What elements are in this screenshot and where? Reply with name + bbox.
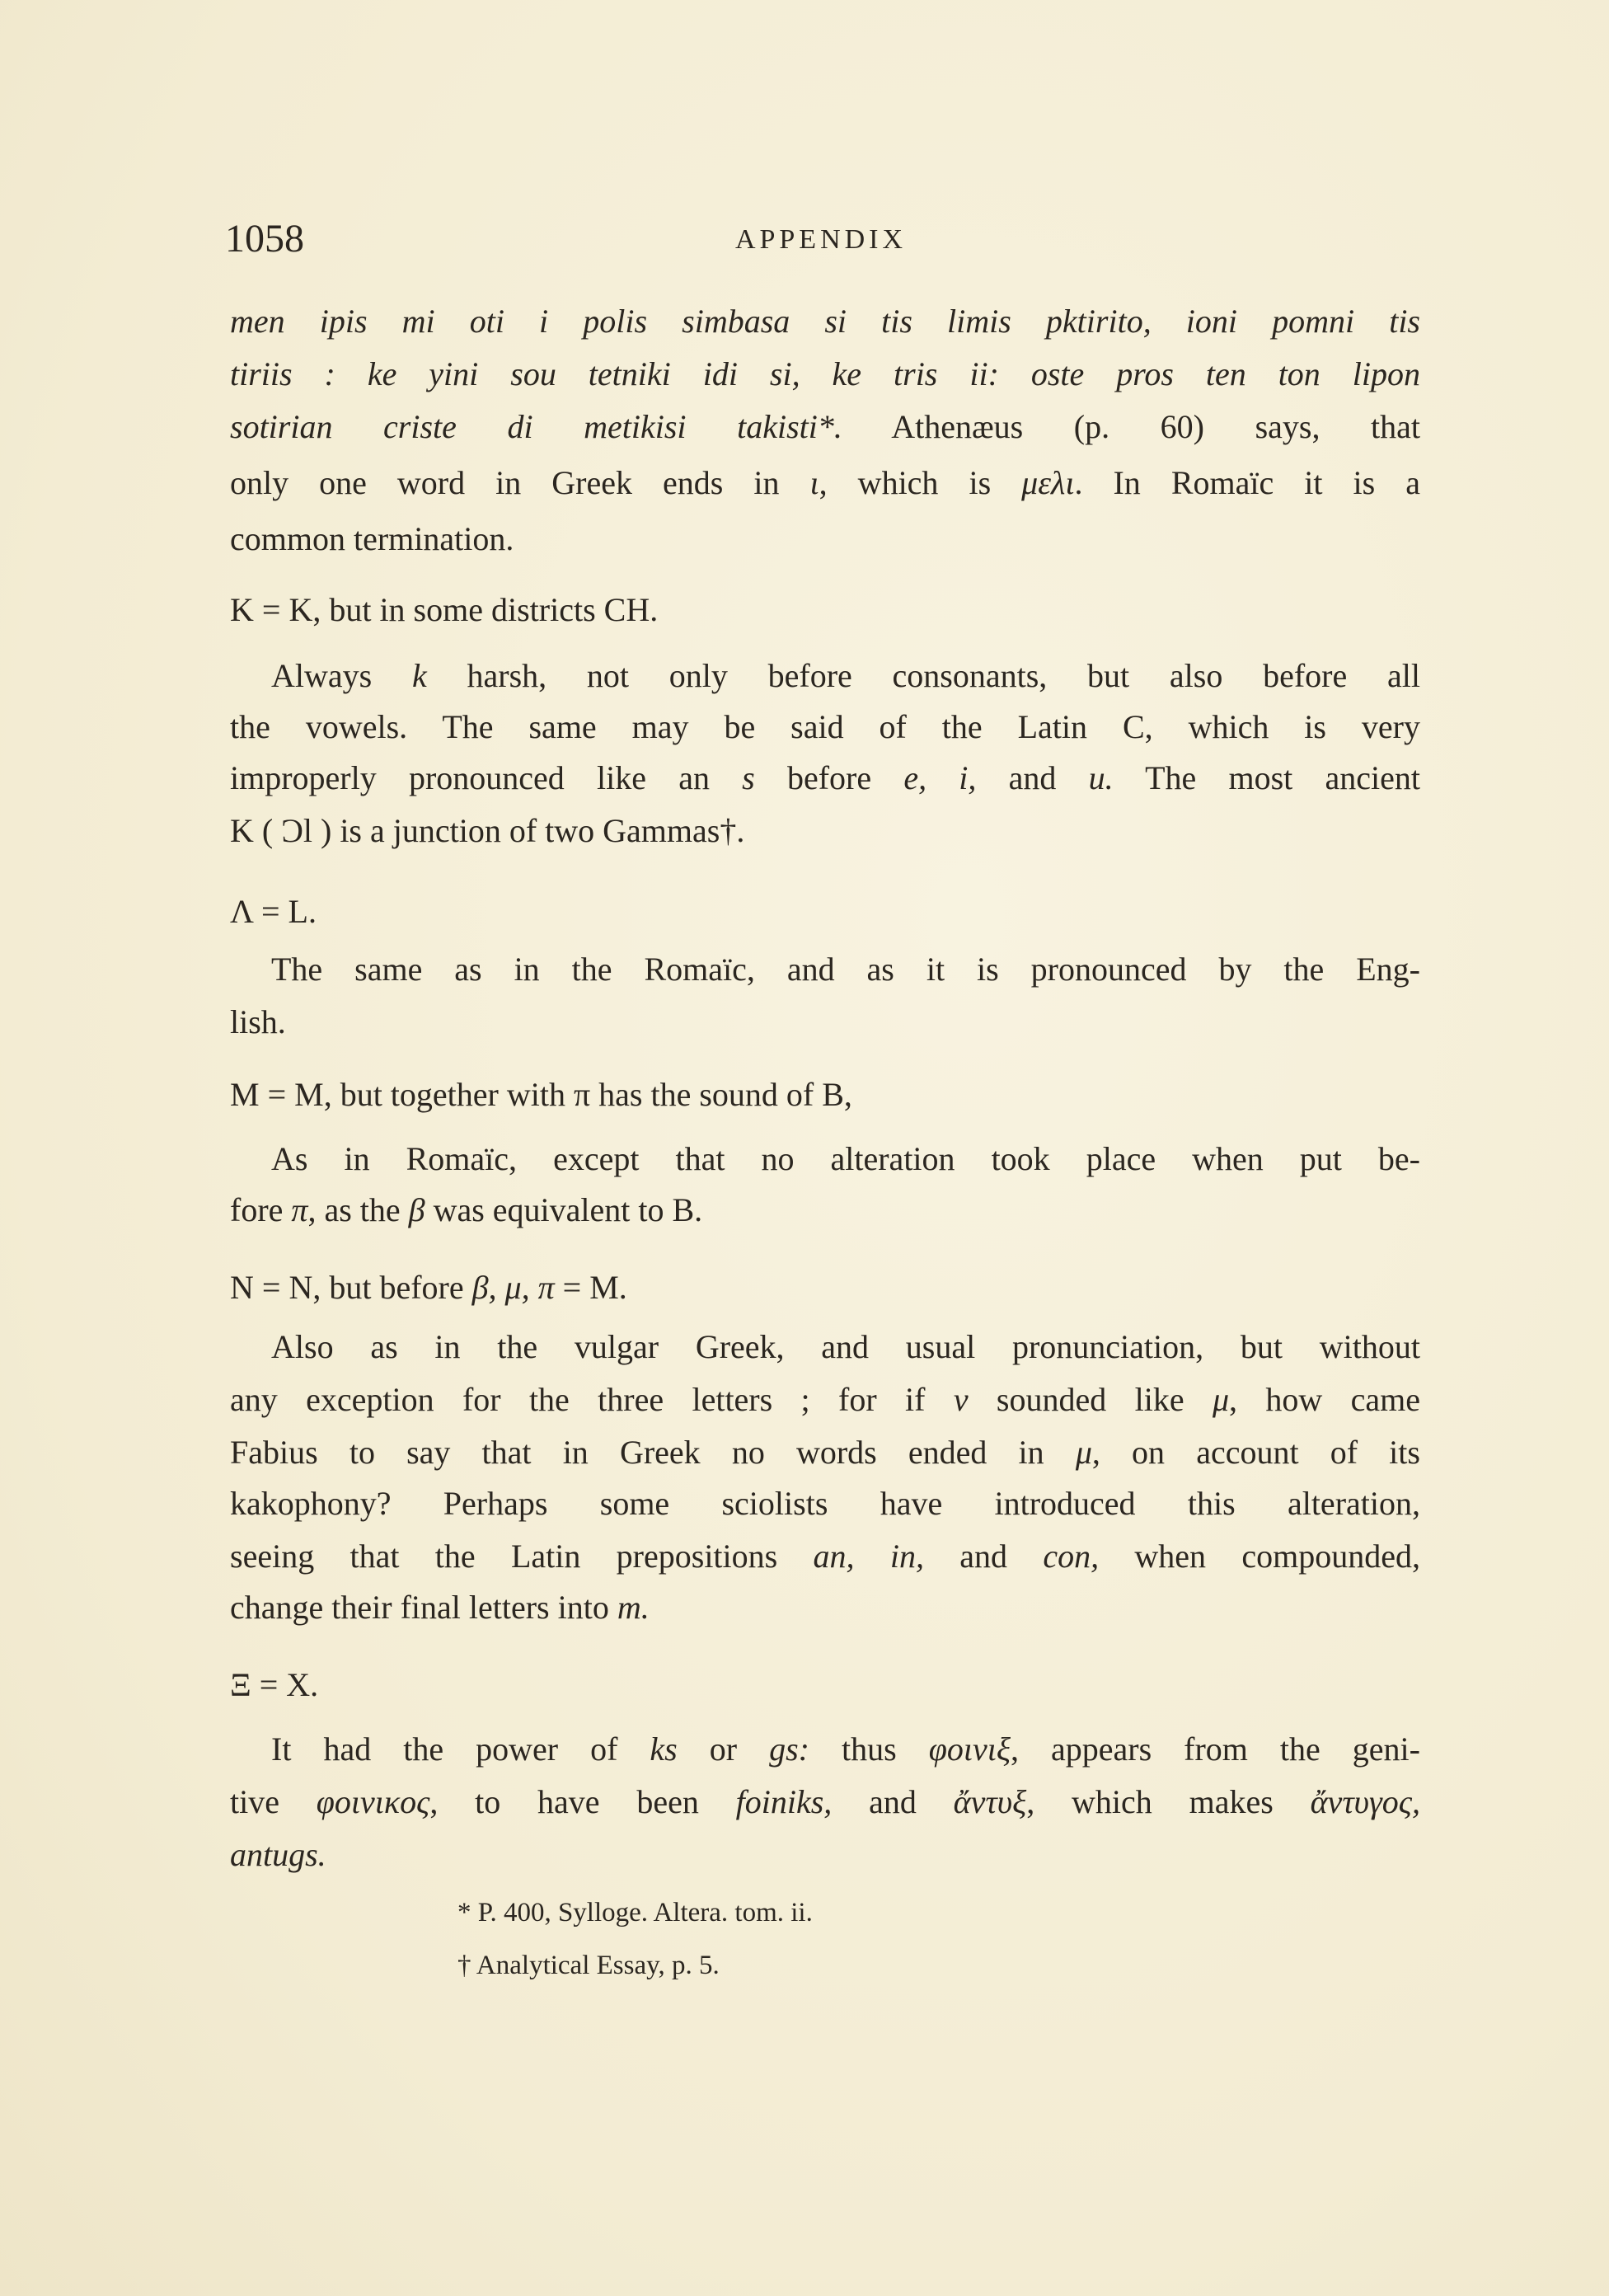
text-run: improperly pronounced like an [230, 759, 743, 796]
text-run: The same as in the Romaïc, and as it is pronounced by the Eng- [271, 951, 1420, 988]
text-run: The most ancient [1113, 759, 1420, 796]
text-line [230, 1537, 1420, 1576]
text-line [230, 1433, 1420, 1472]
text-run: Fabius to say that in Greek no words ended in [230, 1434, 1076, 1471]
italic-text: φοινιξ [928, 1730, 1011, 1768]
italic-text: ks [650, 1730, 678, 1768]
italic-text: μελι [1021, 464, 1075, 501]
text-run: and [976, 759, 1089, 796]
italic-text: foiniks, [735, 1783, 833, 1820]
italic-text: con, [1043, 1538, 1100, 1575]
footnote: † Analytical Essay, p. 5. [457, 1951, 720, 1980]
text-line [230, 354, 1420, 394]
text-line [230, 463, 1420, 503]
text-run: Ξ = X. [230, 1666, 319, 1703]
italic-text: β [408, 1191, 425, 1228]
text-run: any exception for the three letters ; for if [230, 1381, 954, 1418]
text-run: tive [230, 1783, 317, 1820]
text-run: harsh, not only before consonants, but also before all [426, 657, 1420, 694]
text-run: Λ = L. [230, 893, 317, 930]
italic-text: π [291, 1191, 308, 1228]
text-run: common termination. [230, 520, 514, 557]
text-line [230, 407, 1420, 447]
text-line [230, 590, 1420, 630]
italic-text: μ [1212, 1381, 1230, 1418]
text-run: fore [230, 1191, 292, 1228]
text-run: = M. [554, 1269, 627, 1306]
text-run: K ( Ɔl ) is a junction of two Gammas†. [230, 812, 745, 849]
text-run: only one word in Greek ends in [230, 464, 810, 501]
text-line [230, 656, 1420, 696]
italic-text: ἄντυγος, [1310, 1783, 1420, 1820]
text-line [230, 1588, 1420, 1627]
text-run: was equivalent to B. [425, 1191, 703, 1228]
text-line [230, 1835, 1420, 1875]
text-line [230, 1484, 1420, 1524]
italic-text: m. [617, 1589, 650, 1626]
italic-text: ν [953, 1381, 969, 1418]
italic-text: β, μ, π [471, 1269, 555, 1306]
italic-text: an, in, [813, 1538, 924, 1575]
text-run: sounded like [968, 1381, 1213, 1418]
text-run: , as the [307, 1191, 409, 1228]
text-line [230, 302, 1420, 341]
italic-text: gs: [769, 1730, 809, 1768]
text-run: thus [809, 1730, 929, 1768]
text-line [230, 1075, 1420, 1115]
text-run: Also as in the vulgar Greek, and usual pronunciation, but without [271, 1328, 1420, 1365]
text-run: change their final letters into [230, 1589, 617, 1626]
text-line [230, 519, 1420, 559]
italic-text: k [411, 657, 427, 694]
text-line [230, 811, 1420, 851]
running-title: APPENDIX [734, 224, 908, 255]
text-run: kakophony? Perhaps some sciolists have introduced this alteration, [230, 1485, 1420, 1522]
italic-text: φοινικος [316, 1783, 430, 1820]
text-run: , how came [1229, 1381, 1421, 1418]
text-run: , on account of its [1091, 1434, 1420, 1471]
text-line [230, 1190, 1420, 1230]
italic-text: men ipis mi oti i polis simbasa si tis limis pktirito, ioni pomni tis [230, 303, 1420, 340]
text-line [230, 950, 1420, 989]
text-run: K = K, but in some districts CH. [230, 591, 659, 628]
text-line [230, 1665, 1420, 1705]
text-run: , which is [819, 464, 1022, 501]
italic-text: sotirian criste di metikisi takisti*. [230, 408, 842, 445]
text-run: or [677, 1730, 770, 1768]
text-run: N = N, but before [230, 1269, 472, 1306]
text-run: before [754, 759, 904, 796]
italic-text: ι [809, 464, 819, 501]
text-run: M = M, but together with π has the sound of B, [230, 1076, 852, 1113]
text-run: seeing that the Latin prepositions [230, 1538, 814, 1575]
text-run: , to have been [429, 1783, 736, 1820]
text-run: Always [271, 657, 412, 694]
text-run: when compounded, [1099, 1538, 1420, 1575]
italic-text: tiriis : ke yini sou tetniki idi si, ke tris ii: oste pros ten ton lipon [230, 355, 1420, 392]
text-line [230, 758, 1420, 798]
text-line [230, 892, 1420, 932]
text-run: , appears from the geni- [1010, 1730, 1420, 1768]
text-line [230, 1380, 1420, 1420]
italic-text: μ [1075, 1434, 1092, 1471]
italic-text: u. [1088, 759, 1114, 796]
text-run: the vowels. The same may be said of the Latin C, which is very [230, 708, 1420, 745]
text-run: As in Romaïc, except that no alteration took place when put be- [271, 1140, 1420, 1177]
text-run: lish. [230, 1003, 286, 1040]
italic-text: ἄντυξ [953, 1783, 1027, 1820]
text-run: . In Romaïc it is a [1074, 464, 1420, 501]
italic-text: e, i, [903, 759, 977, 796]
text-run: and [832, 1783, 954, 1820]
page-number: 1058 [225, 217, 304, 261]
text-run: It had the power of [271, 1730, 650, 1768]
text-line [230, 1730, 1420, 1769]
text-line [230, 1002, 1420, 1042]
text-line [230, 1782, 1420, 1822]
text-line [230, 1327, 1420, 1367]
text-run: , which makes [1026, 1783, 1311, 1820]
text-line [230, 707, 1420, 747]
italic-text: s [742, 759, 755, 796]
text-run: Athenæus (p. 60) says, that [842, 408, 1420, 445]
footnote: * P. 400, Sylloge. Altera. tom. ii. [457, 1898, 813, 1927]
italic-text: antugs. [230, 1836, 326, 1873]
text-line [230, 1268, 1420, 1308]
text-line [230, 1139, 1420, 1179]
text-run: and [923, 1538, 1044, 1575]
